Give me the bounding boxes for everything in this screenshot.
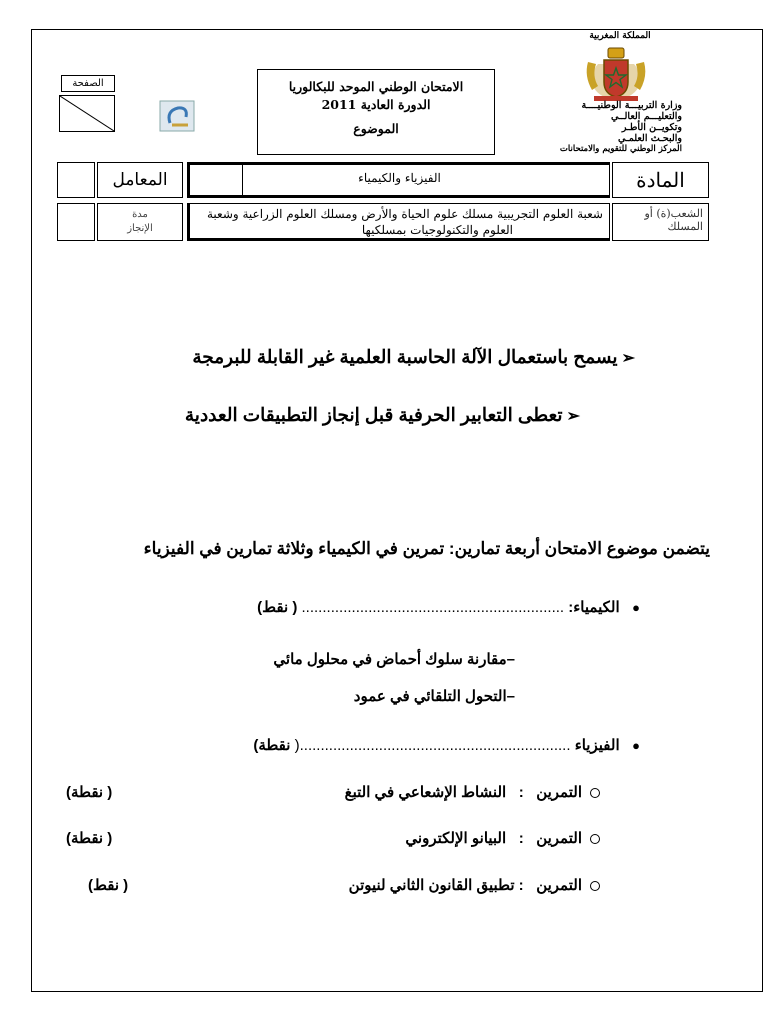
physics-line — [60, 736, 640, 754]
coefficient-value-cell — [57, 162, 95, 198]
arrow-bullet-icon: ➢ — [566, 408, 580, 425]
physics-dots: .................................................................( — [294, 737, 571, 754]
branch-value-line: شعبة العلوم التجريبية مسلك علوم الحياة والأرض ومسلك العلوم الزراعية وشعبة — [206, 207, 603, 221]
arrow-bullet-icon: ➢ — [621, 350, 635, 367]
dash-icon: – — [506, 651, 515, 668]
exercise-title: البيانو الإلكتروني — [405, 830, 507, 847]
coefficient-blank-cell — [189, 163, 243, 196]
duration-label-line: الإنجاز — [127, 223, 153, 234]
ministry-line: وتكويــن الأطـر — [621, 122, 682, 133]
chemistry-label: الكيمياء: — [568, 599, 620, 616]
chem-item-text: مقارنة سلوك أحماض في محلول مائي — [273, 651, 507, 668]
exam-title-box — [257, 69, 495, 155]
circle-bullet-icon — [590, 834, 600, 844]
ministry-line: والتعليـــم العالــي — [611, 111, 682, 122]
exercise-label: التمرين — [536, 784, 582, 801]
exercise-points: ( نقط) — [88, 877, 129, 894]
subject-label: المادة — [612, 162, 709, 198]
chemistry-line — [60, 598, 640, 616]
note-text: تعطى التعابير الحرفية قبل إنجاز التطبيقات العددية — [184, 404, 563, 425]
exercise-title: النشاط الإشعاعي في التبغ — [344, 784, 507, 801]
circle-bullet-icon — [590, 881, 600, 891]
exam-center: المركز الوطني للتقويم والامتحانات — [559, 144, 682, 154]
kingdom-label: المملكة المغربية — [589, 31, 651, 41]
ministry-line: والبحـث العلمـي — [618, 133, 682, 144]
duration-value-cell — [57, 203, 95, 241]
exercise-label: التمرين — [536, 830, 582, 847]
exercise-row: التمرين : البيانو الإلكتروني ( نقطة) — [60, 829, 600, 847]
dash-icon: – — [506, 688, 515, 705]
exam-session: الدورة العادية 2011 — [321, 97, 431, 112]
exam-intro: يتضمن موضوع الامتحان أربعة تمارين: تمرين في الكيمياء وثلاثة تمارين في الفيزياء — [143, 539, 710, 558]
branch-value-line: العلوم والتكنولوجيات بمسلكيها — [361, 223, 513, 237]
bullet-icon: ● — [632, 738, 640, 753]
note-calculator — [80, 346, 635, 368]
chemistry-points: ( نقط) — [257, 599, 298, 616]
chem-item — [300, 687, 515, 705]
bullet-icon: ● — [632, 600, 640, 615]
exercise-row: التمرين : النشاط الإشعاعي في التبغ ( نقطة) — [60, 783, 600, 801]
evaluation-logo-icon — [158, 99, 196, 133]
note-literal-expressions — [80, 404, 580, 426]
page-box-diagonal — [60, 96, 114, 131]
exercise-title: تطبيق القانون الثاني لنيوتن — [348, 877, 515, 894]
chem-item — [200, 650, 515, 668]
exam-topic: الموضوع — [353, 121, 399, 136]
exercise-row: التمرين : تطبيق القانون الثاني لنيوتن ( نقط) — [60, 876, 600, 894]
chem-item-text: التحول التلقائي في عمود — [353, 688, 507, 705]
ministry-block — [540, 100, 682, 155]
physics-label: الفيزياء — [574, 737, 620, 754]
branch-label — [612, 203, 709, 241]
ministry-line: وزارة التربيـــة الوطنيــــة — [581, 100, 682, 111]
exercise-points: ( نقطة) — [66, 784, 113, 801]
subject-value: الفيزياء والكيمياء — [187, 162, 610, 198]
coat-of-arms-icon — [580, 42, 652, 102]
branch-label-line: الشعب(ة) أو — [644, 207, 703, 220]
branch-label-line: المسلك — [667, 220, 703, 233]
branch-value — [187, 203, 610, 241]
exam-title: الامتحان الوطني الموحد للبكالوريا — [288, 79, 464, 94]
page-number-box — [59, 95, 115, 132]
physics-points: نقطة) — [253, 737, 291, 754]
note-text: يسمح باستعمال الآلة الحاسبة العلمية غير القابلة للبرمجة — [192, 346, 618, 367]
exercise-label: التمرين — [536, 877, 582, 894]
circle-bullet-icon — [590, 788, 600, 798]
duration-label-line: مدة — [132, 209, 148, 220]
duration-label — [97, 203, 183, 241]
page-label: الصفحة — [61, 75, 115, 92]
exercise-points: ( نقطة) — [66, 830, 113, 847]
chemistry-dots: ............................................................... — [301, 599, 565, 616]
coefficient-label: المعامل — [97, 162, 183, 198]
